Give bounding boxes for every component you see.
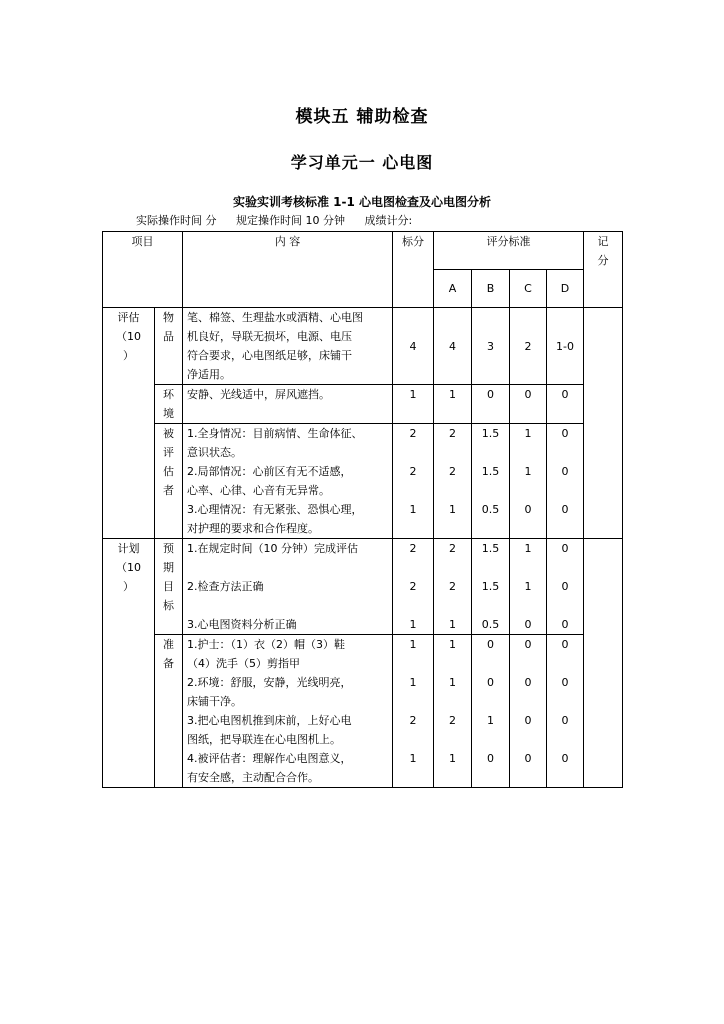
line: 4.被评估者：理解作心电图意义，: [187, 752, 352, 765]
value: 2: [449, 427, 456, 440]
score: 1: [393, 385, 434, 424]
value: 1: [449, 618, 456, 631]
value: 2: [409, 427, 417, 440]
header-row: [103, 232, 623, 270]
header-note-2: 分: [597, 254, 609, 267]
grade-d-val: 1-0: [547, 308, 584, 385]
value: 0: [561, 714, 569, 727]
grade-b: B: [472, 270, 510, 308]
sub-hj-2: 境: [163, 407, 174, 420]
value: 2: [409, 542, 417, 555]
grade-b-val: 3: [472, 308, 510, 385]
grade-d-val: 0: [547, 385, 584, 424]
sub-yq-4: 标: [163, 599, 174, 612]
value: 0: [561, 676, 569, 689]
sub-zb-2: 备: [163, 657, 174, 670]
sub-yq-3: 目: [163, 580, 174, 593]
assessment-table: [102, 231, 623, 788]
grade-b-val: 0: [472, 385, 510, 424]
sub-bpg-4: 者: [163, 484, 174, 497]
value: 0.5: [481, 503, 500, 516]
sub-yq: [155, 539, 183, 635]
grade-a: A: [434, 270, 472, 308]
section-eval-l2: （10: [116, 330, 141, 343]
rule-time: 规定操作时间 10 分钟: [236, 214, 345, 227]
value: 0: [524, 503, 532, 516]
header-criteria: 评分标准: [434, 232, 584, 270]
header-note: [584, 232, 623, 308]
line: 有安全感，主动配合合作。: [187, 771, 319, 784]
value: 0: [561, 542, 569, 555]
value: 0: [524, 676, 532, 689]
value: 1: [524, 580, 532, 593]
module-title: 模块五 辅助检查: [295, 107, 429, 127]
sub-wp-2: 品: [163, 330, 174, 343]
grade-d: D: [547, 270, 584, 308]
sub-yq-2: 期: [163, 561, 174, 574]
section-plan-l2: （10: [116, 561, 141, 574]
value: 1.5: [481, 580, 500, 593]
meta-line: [136, 212, 428, 228]
grade-c-val: 0: [510, 385, 547, 424]
value: 0: [561, 752, 569, 765]
value: 1: [409, 503, 417, 516]
value: 2: [449, 542, 456, 555]
sub-wp: [155, 308, 183, 385]
value: 0: [524, 618, 532, 631]
value: 0: [487, 676, 494, 689]
section-plan-l3: ）: [123, 580, 134, 593]
value: 1: [524, 427, 532, 440]
value: 0: [561, 638, 569, 651]
value: 1.5: [481, 427, 500, 440]
value: 1: [524, 542, 532, 555]
content-r3: [183, 424, 393, 539]
sub-wp-1: 物: [163, 311, 174, 324]
grade-b-val: [472, 424, 510, 539]
value: 1: [524, 465, 532, 478]
value: 0.5: [481, 618, 500, 631]
value: 1: [487, 714, 494, 727]
table-row: [103, 385, 623, 424]
value: 2: [409, 714, 417, 727]
value: 0: [524, 714, 532, 727]
content-r4: [183, 539, 393, 635]
line: 3.心理情况：有无紧张、恐惧心理，: [187, 503, 363, 516]
line: 符合要求，心电图纸足够，床铺干: [187, 349, 352, 362]
table-row: [103, 308, 623, 385]
value: 2: [409, 465, 417, 478]
header-item: 项目: [103, 232, 183, 308]
section-eval: [103, 308, 155, 539]
score-label: 成绩计分:: [364, 214, 413, 227]
sub-bpg-1: 被: [163, 427, 174, 440]
value: 1.5: [481, 465, 500, 478]
grade-c-val: [510, 424, 547, 539]
value: 1: [449, 638, 456, 651]
grade-a-val: 4: [434, 308, 472, 385]
value: 1: [409, 752, 417, 765]
value: 0: [561, 580, 569, 593]
score: [393, 424, 434, 539]
table-title: 实验实训考核标准 1-1 心电图检查及心电图分析: [232, 195, 492, 209]
grade-d-val: [547, 635, 584, 788]
line: 心率、心律、心音有无异常。: [187, 484, 330, 497]
sub-zb-1: 准: [163, 638, 174, 651]
sub-hj-1: 环: [163, 388, 174, 401]
value: 1: [409, 676, 417, 689]
line: 净适用。: [187, 368, 231, 381]
value: 0: [561, 465, 569, 478]
score: [393, 635, 434, 788]
value: 0: [487, 638, 494, 651]
line: 对护理的要求和合作程度。: [187, 522, 319, 535]
value: 1: [409, 618, 417, 631]
value: 1: [449, 676, 456, 689]
header-score: 标分: [393, 232, 434, 308]
grade-a-val: 1: [434, 385, 472, 424]
value: 2: [409, 580, 417, 593]
grade-c: C: [510, 270, 547, 308]
score: 4: [393, 308, 434, 385]
value: 0: [561, 503, 569, 516]
value: 2: [449, 465, 456, 478]
value: 1: [449, 752, 456, 765]
value: 2: [449, 580, 456, 593]
line: 1.护士：（1）衣（2）帽（3）鞋: [187, 638, 345, 651]
sub-zb: [155, 635, 183, 788]
section-plan-l1: 计划: [117, 542, 140, 555]
sub-hj: [155, 385, 183, 424]
sub-bpg-2: 评: [163, 446, 174, 459]
table-row: [103, 539, 623, 635]
table-row: [103, 635, 623, 788]
note-cell: [584, 539, 623, 788]
unit-title: 学习单元一 心电图: [290, 153, 434, 172]
value: 0: [524, 752, 532, 765]
line: 3.心电图资料分析正确: [187, 618, 297, 631]
line: 安静、光线适中，屏风遮挡。: [187, 388, 330, 401]
actual-time: 实际操作时间 分: [136, 214, 217, 227]
grade-d-val: [547, 424, 584, 539]
line: 机良好，导联无损坏，电源、电压: [187, 330, 352, 343]
value: 0: [524, 638, 532, 651]
score: [393, 539, 434, 635]
note-cell: [584, 308, 623, 539]
line: 2.环境：舒服，安静，光线明亮，: [187, 676, 352, 689]
section-eval-l1: 评估: [117, 311, 140, 324]
sub-bpg: [155, 424, 183, 539]
value: 2: [449, 714, 456, 727]
line: 笔、棉签、生理盐水或酒精、心电图: [187, 311, 363, 324]
line: 图纸，把导联连在心电图机上。: [187, 733, 341, 746]
grade-b-val: [472, 539, 510, 635]
line: 意识状态。: [187, 446, 242, 459]
line: 2.检查方法正确: [187, 580, 264, 593]
content-r2: [183, 385, 393, 424]
line: 3.把心电图机推到床前，上好心电: [187, 714, 352, 727]
value: 1: [409, 638, 417, 651]
content-r1: [183, 308, 393, 385]
grade-d-val: [547, 539, 584, 635]
table-row: [103, 424, 623, 539]
grade-c-val: [510, 539, 547, 635]
line: 1.全身情况：目前病情、生命体征、: [187, 427, 363, 440]
value: 0: [487, 752, 494, 765]
sub-yq-1: 预: [163, 542, 174, 555]
grade-a-val: [434, 635, 472, 788]
grade-b-val: [472, 635, 510, 788]
section-eval-l3: ）: [123, 349, 134, 362]
section-plan: [103, 539, 155, 788]
value: 1.5: [481, 542, 500, 555]
line: 1.在规定时间（10 分钟）完成评估: [187, 542, 358, 555]
grade-a-val: [434, 539, 472, 635]
line: 2.局部情况：心前区有无不适感，: [187, 465, 352, 478]
header-content: 内 容: [183, 232, 393, 308]
content-r5: [183, 635, 393, 788]
grade-a-val: [434, 424, 472, 539]
grade-c-val: [510, 635, 547, 788]
value: 0: [561, 427, 569, 440]
value: 1: [449, 503, 456, 516]
value: 0: [561, 618, 569, 631]
sub-bpg-3: 估: [163, 465, 174, 478]
line: （4）洗手（5）剪指甲: [187, 657, 300, 670]
grade-c-val: 2: [510, 308, 547, 385]
line: 床铺干净。: [187, 695, 242, 708]
header-note-1: 记: [597, 235, 609, 248]
